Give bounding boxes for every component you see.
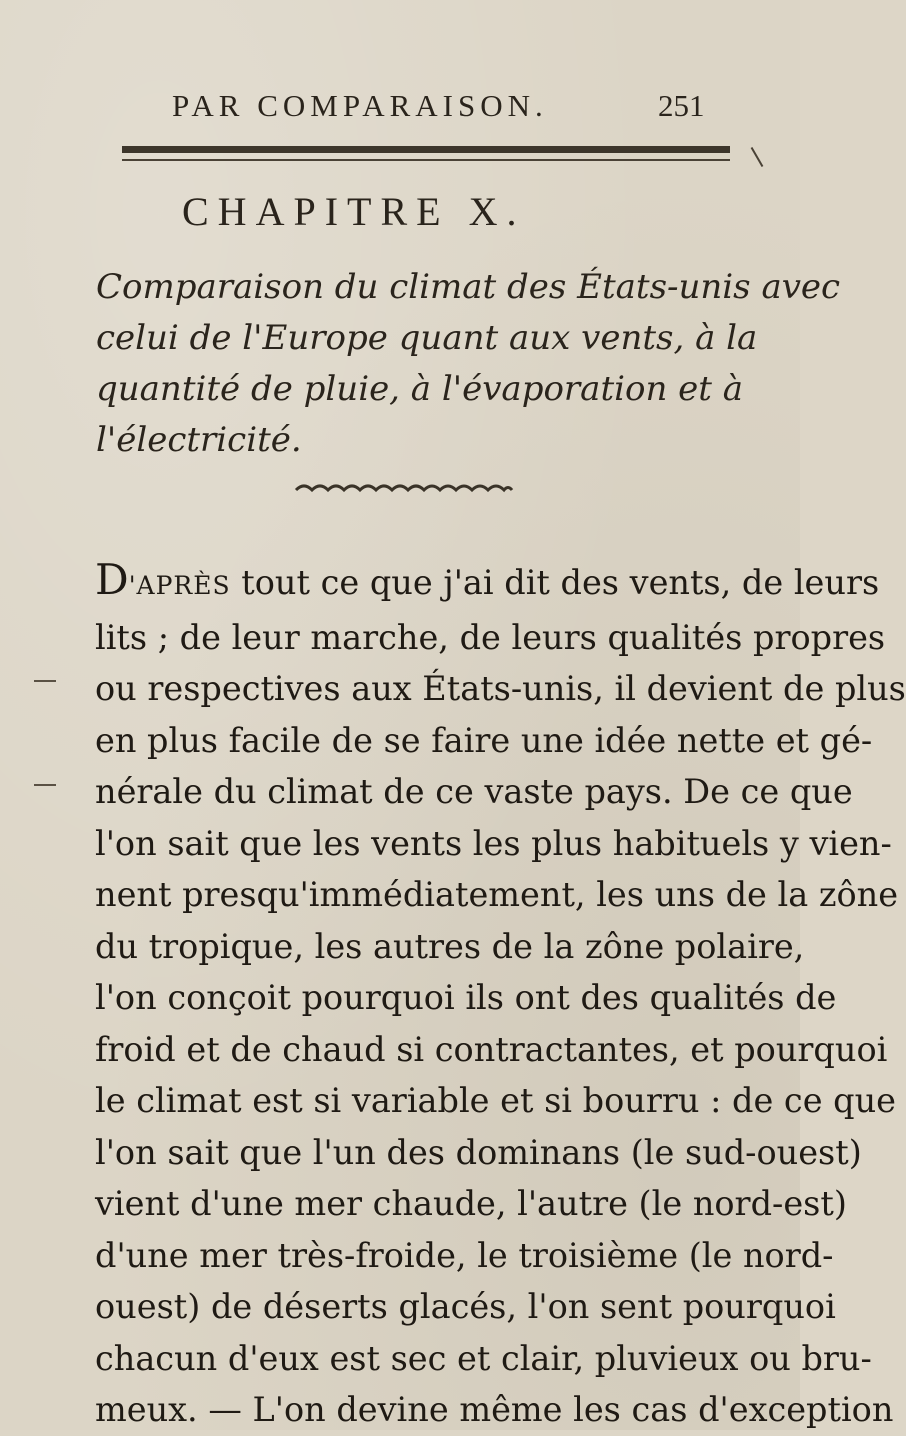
chapter-summary xyxy=(96,262,841,466)
body-line: froid et de chaud si contractantes, et pourquoi xyxy=(95,1029,888,1069)
chapter-heading: CHAPITRE X. xyxy=(182,189,526,234)
body-line: d'une mer très-froide, le troisième (le nord- xyxy=(95,1235,834,1275)
summary-line: Comparaison du climat des États-unis avec xyxy=(96,267,841,307)
body-line: ou respectives aux États-unis, il devient de plus xyxy=(95,669,906,708)
body-line: nérale du climat de ce vaste pays. De ce que xyxy=(95,772,853,811)
summary-line: l'électricité. xyxy=(96,420,302,460)
body-line: meux. — L'on devine même les cas d'exception xyxy=(95,1390,894,1429)
body-line-text: tout ce que j'ai dit des vents, de leurs xyxy=(230,563,880,602)
header-rule-thin xyxy=(122,159,730,161)
summary-line: celui de l'Europe quant aux vents, à la xyxy=(96,318,758,358)
body-line: du tropique, les autres de la zône polaire, xyxy=(95,926,805,966)
running-head xyxy=(0,88,800,128)
body-text xyxy=(95,554,906,1436)
body-line: l'on conçoit pourquoi ils ont des qualités de xyxy=(95,978,837,1017)
body-line: le climat est si variable et si bourru : de ce que xyxy=(95,1081,897,1120)
small-caps-word: 'APRÈS xyxy=(128,571,231,600)
body-line: l'on sait que l'un des dominans (le sud-ouest) xyxy=(95,1132,862,1172)
body-line: lits ; de leur marche, de leurs qualités propres xyxy=(95,617,886,657)
body-first-line xyxy=(95,554,880,612)
ornament-divider xyxy=(294,480,514,494)
drop-cap: D xyxy=(95,555,129,604)
margin-mark xyxy=(34,680,56,682)
running-title: PAR COMPARAISON. xyxy=(172,88,548,123)
body-line: vient d'une mer chaude, l'autre (le nord-est) xyxy=(95,1184,847,1223)
summary-line: quantité de pluie, à l'évaporation et à xyxy=(96,369,744,409)
header-rule-thick xyxy=(122,146,730,153)
margin-mark xyxy=(751,147,764,167)
margin-mark xyxy=(34,784,56,786)
body-line: nent presqu'immédiatement, les uns de la zône xyxy=(95,875,899,914)
body-line: l'on sait que les vents les plus habituels y vien- xyxy=(95,823,892,863)
body-line: en plus facile de se faire une idée nette et gé- xyxy=(95,720,873,760)
body-line: ouest) de déserts glacés, l'on sent pourquoi xyxy=(95,1287,836,1326)
page-number: 251 xyxy=(658,88,705,123)
body-line: chacun d'eux est sec et clair, pluvieux ou bru- xyxy=(95,1338,872,1378)
